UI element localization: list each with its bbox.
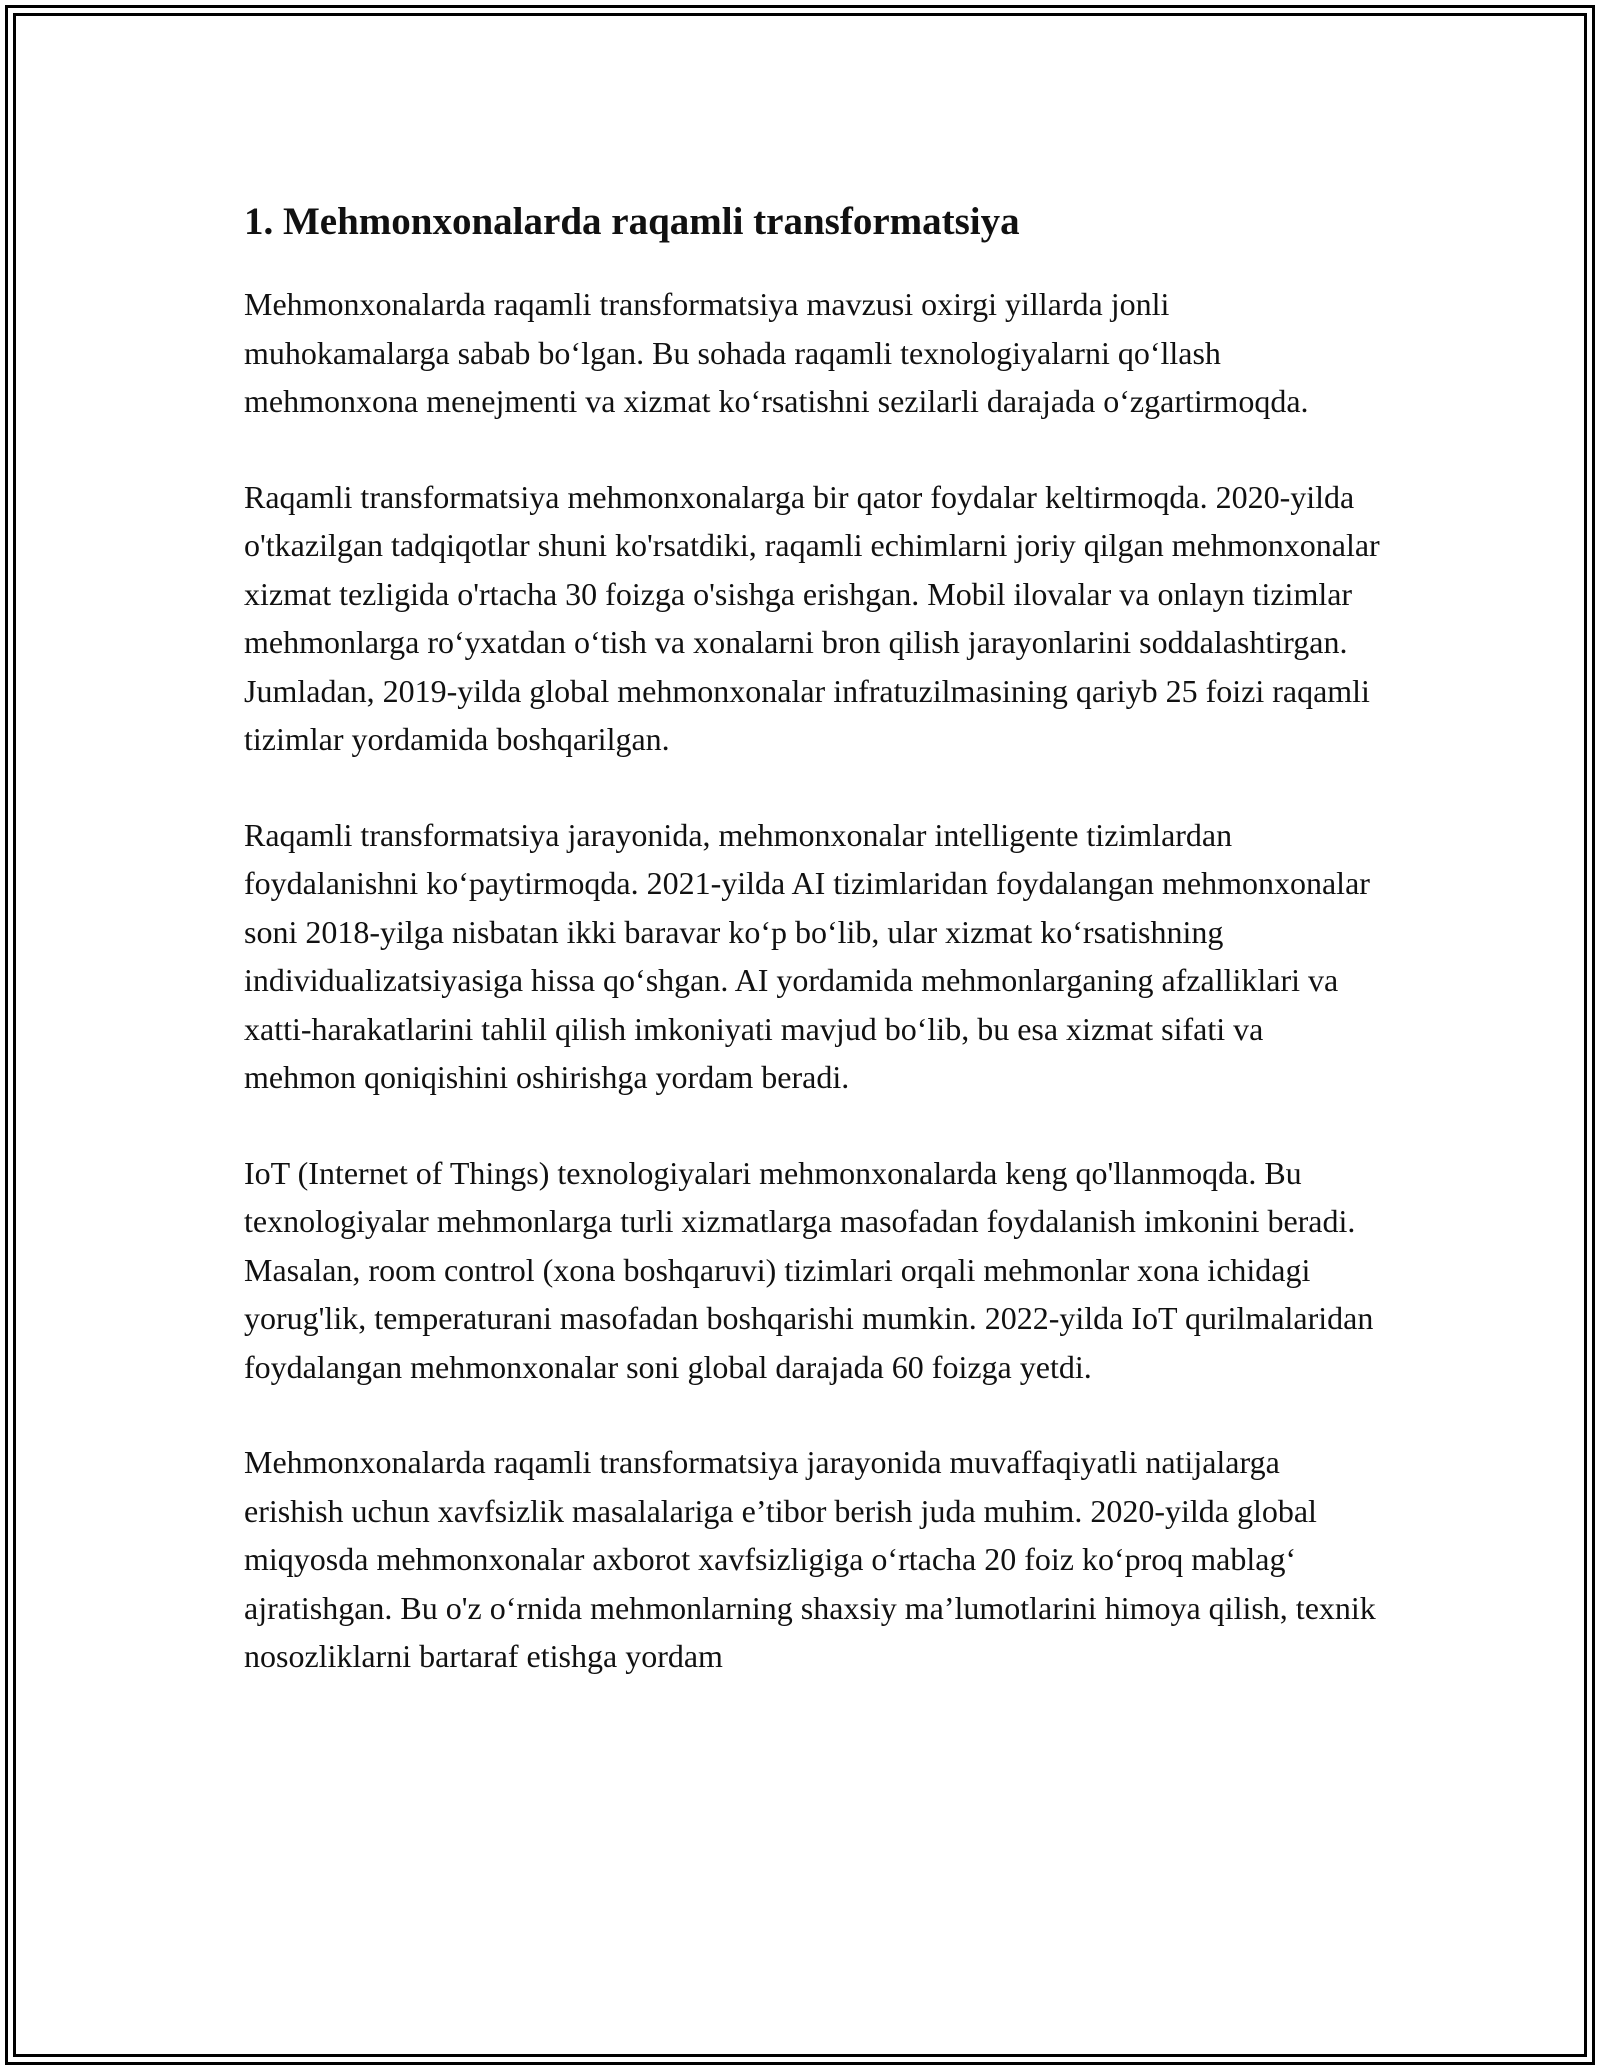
paragraph-ai: Raqamli transformatsiya jarayonida, mehmonxonalar intelligente tizimlardan foydalanishni ko‘paytirmoqda. 2021-yilda AI tizimlaridan foydalangan mehmonxonalar soni 2018-yilga nisbatan ikki baravar ko‘p bo‘lib, ular xizmat ko‘rsatishning individualizatsiyasiga hissa qo‘shgan. AI yordamida mehmonlarganing afzalliklari va xatti-harakatlarini tahlil qilish imkoniyati mavjud bo‘lib, bu esa xizmat sifati va mehmon qoniqishini oshirishga yordam beradi.	[244, 816, 1370, 1095]
paragraph-benefits: Raqamli transformatsiya mehmonxonalarga bir qator foydalar keltirmoqda. 2020-yilda o'tkazilgan tadqiqotlar shuni ko'rsatdiki, raqamli echimlarni joriy qilgan mehmonxonalar xizmat tezligida o'rtacha 30 foizga o'sishga erishgan. Mobil ilovalar va onlayn tizimlar mehmonlarga ro‘yxatdan o‘tish va xonalarni bron qilish jarayonlarini soddalashtirgan. Jumladan, 2019-yilda global mehmonxonalar infratuzilmasining qariyb 25 foizi raqamli tizimlar yordamida boshqarilgan.	[244, 478, 1380, 757]
page-frame	[5, 5, 1595, 2065]
document-body	[244, 194, 1380, 1728]
paragraph-iot: IoT (Internet of Things) texnologiyalari mehmonxonalarda keng qo'llanmoqda. Bu texnologiyalar mehmonlarga turli xizmatlarga masofadan foydalanish imkonini beradi. Masalan, room control (xona boshqaruvi) tizimlari orqali mehmonlar xona ichidagi yorug'lik, temperaturani masofadan boshqarishi mumkin. 2022-yilda IoT qurilmalaridan foydalangan mehmonxonalar soni global darajada 60 foizga yetdi.	[244, 1154, 1374, 1385]
paragraph-intro: Mehmonxonalarda raqamli transformatsiya mavzusi oxirgi yillarda jonli muhokamalarga sabab bo‘lgan. Bu sohada raqamli texnologiyalarni qo‘llash mehmonxona menejmenti va xizmat ko‘rsatishni sezilarli darajada o‘zgartirmoqda.	[244, 286, 1309, 419]
section-heading: 1. Mehmonxonalarda raqamli transformatsiya	[244, 200, 1020, 243]
paragraph-security: Mehmonxonalarda raqamli transformatsiya jarayonida muvaffaqiyatli natijalarga erishish uchun xavfsizlik masalalariga e’tibor berish juda muhim. 2020-yilda global miqyosda mehmonxonalar axborot xavfsizligiga o‘rtacha 20 foiz ko‘proq mablag‘ ajratishgan. Bu o'z o‘rnida mehmonlarning shaxsiy ma’lumotlarini himoya qilish, texnik nosozliklarni bartaraf etishga yordam	[244, 1444, 1376, 1674]
